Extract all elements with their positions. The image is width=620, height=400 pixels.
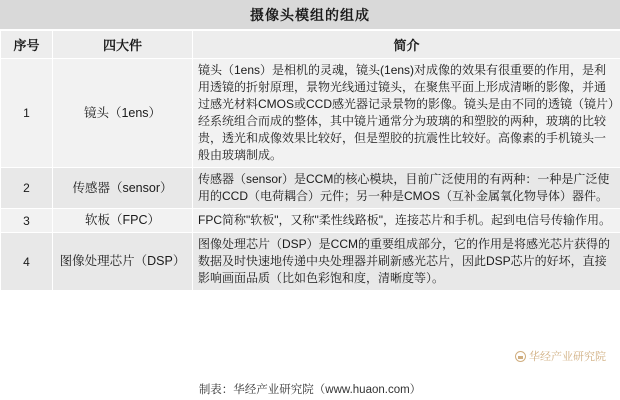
table-row: [1, 233, 620, 291]
company-logo-icon: [515, 351, 526, 362]
watermark-text: 华经产业研究院: [529, 351, 606, 363]
footer-text: 制表：华经产业研究院（www.huaon.com）: [198, 384, 422, 396]
cell-desc: 镜头（1ens）是相机的灵魂，镜头(1ens)对成像的效果有很重要的作用，是利用透镜的折射原理，景物光线通过镜头，在聚焦平面上形成清晰的影像，并通过感光材料CMOS或CCD感光器记录景物的影像。镜头是由不同的透镜（镜片）经系统组合而成的整体，其中镜片通常分为玻璃的和塑胶的两种，玻璃的比较贵，透光和成像效果比较好，但是塑胶的抗震性比较好。高像素的手机镜头一般由玻璃制成。: [193, 59, 620, 168]
cell-no: 2: [1, 168, 53, 209]
cell-part: 图像处理芯片（DSP）: [53, 233, 193, 291]
column-header-desc: 简介: [193, 31, 620, 59]
cell-desc: 传感器（sensor）是CCM的核心模块，目前广泛使用的有两种：一种是广泛使用的CCD（电荷耦合）元件；另一种是CMOS（互补金属氧化物导体）器件。: [193, 168, 620, 209]
table-row: [1, 168, 620, 209]
table-row: [1, 59, 620, 168]
watermark: [515, 348, 606, 364]
cell-part: 软板（FPC）: [53, 209, 193, 233]
cell-no: 4: [1, 233, 53, 291]
page-title: 摄像头模组的组成: [250, 6, 370, 23]
column-header-no: 序号: [1, 31, 53, 59]
cell-no: 1: [1, 59, 53, 168]
column-header-part: 四大件: [53, 31, 193, 59]
document-title-bar: [0, 0, 620, 30]
table-header-row: [1, 31, 620, 59]
cell-part: 镜头（1ens）: [53, 59, 193, 168]
cell-part: 传感器（sensor）: [53, 168, 193, 209]
table-row: [1, 209, 620, 233]
document-footer: [0, 378, 620, 400]
cell-no: 3: [1, 209, 53, 233]
cell-desc: 图像处理芯片（DSP）是CCM的重要组成部分，它的作用是将感光芯片获得的数据及时快速地传递中央处理器并刷新感光芯片，因此DSP芯片的好坏，直接影响画面品质（比如色彩饱和度，清晰度等）。: [193, 233, 620, 291]
cell-desc: FPC简称"软板"，又称"柔性线路板"，连接芯片和手机。起到电信号传输作用。: [193, 209, 620, 233]
camera-module-table: [0, 30, 620, 291]
